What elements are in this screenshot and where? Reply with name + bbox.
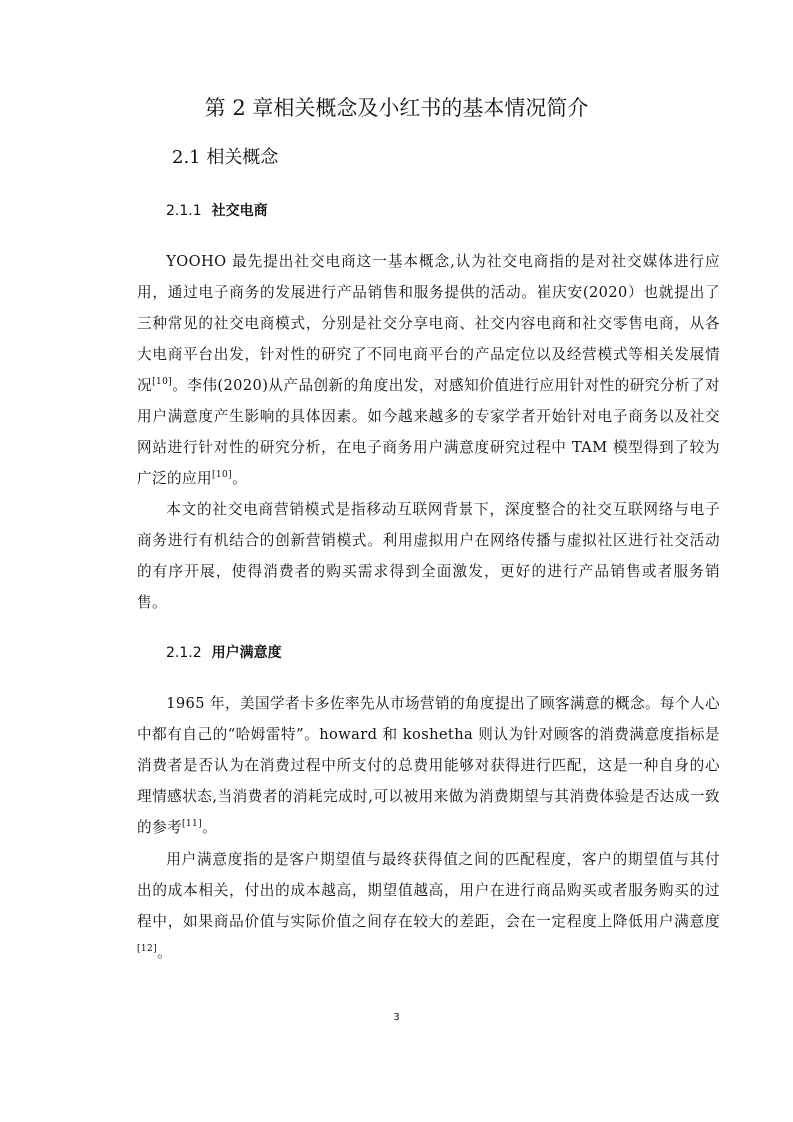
- citation: [10]: [152, 377, 173, 387]
- subsection-number: 2.1.2: [166, 645, 202, 661]
- paragraph-text: 。李伟(2020)从产品创新的角度出发，对感知价值进行应用针对性的研究分析了对用户满意度产生影响的具体因素。如今越来越多的专家学者开始针对电子商务以及社交网站进行针对性的研究分析，在电子商务用户满意度研究过程中 TAM 模型得到了较为广泛的应用: [137, 377, 720, 487]
- chapter-title: 第 2 章相关概念及小红书的基本情况简介: [204, 96, 589, 120]
- section-title: 2.1 相关概念: [172, 147, 279, 168]
- paragraph-social-ecommerce-2: [137, 494, 720, 618]
- subsection-number: 2.1.1: [166, 203, 202, 219]
- paragraph-text: 1965 年，美国学者卡多佐率先从市场营销的角度提出了顾客满意的概念。每个人心中都有自己的“哈姆雷特”。howard 和 koshetha 则认为针对顾客的消费满意度指标是消费者是否认为在消费过程中所支付的总费用能够对获得进行匹配，这是一种自身的心理情感状态,当消费者的消耗完成时,可以被用来做为消费期望与其消费体验是否达成一致的参考: [137, 695, 720, 836]
- paragraph-text: 。: [157, 944, 173, 961]
- paragraph-text: 。: [202, 819, 218, 836]
- subsection-heading-social-ecommerce: [166, 200, 268, 222]
- subsection-name: 社交电商: [211, 203, 268, 219]
- paragraph-social-ecommerce-1: [137, 246, 720, 494]
- paragraph-text: 本文的社交电商营销模式是指移动互联网背景下，深度整合的社交互联网络与电子商务进行有机结合的创新营销模式。利用虚拟用户在网络传播与虚拟社区进行社交活动的有序开展，使得消费者的购买需求得到全面激发，更好的进行产品销售或者服务销售。: [137, 501, 720, 611]
- page-number: 3: [393, 1012, 400, 1023]
- citation: [11]: [181, 819, 203, 829]
- paragraph-user-satisfaction-1: [137, 688, 720, 843]
- paragraph-text: YOOHO 最先提出社交电商这一基本概念,认为社交电商指的是对社交媒体进行应用，通过电子商务的发展进行产品销售和服务提供的活动。崔庆安(2020）也就提出了三种常见的社交电商模式，分别是社交分享电商、社交内容电商和社交零售电商，从各大电商平台出发，针对性的研究了不同电商平台的产品定位以及经营模式等相关发展情况: [137, 253, 720, 394]
- subsection-heading-user-satisfaction: [166, 642, 282, 664]
- paragraph-text: 用户满意度指的是客户期望值与最终获得值之间的匹配程度，客户的期望值与其付出的成本相关，付出的成本越高，期望值越高，用户在进行商品购买或者服务购买的过程中，如果商品价值与实际价值之间存在较大的差距，会在一定程度上降低用户满意度: [137, 851, 720, 930]
- citation: [10]: [211, 470, 233, 480]
- paragraph-user-satisfaction-2: [137, 844, 720, 968]
- citation: [12]: [137, 944, 158, 954]
- paragraph-text: 。: [232, 470, 248, 487]
- subsection-name: 用户满意度: [211, 645, 282, 661]
